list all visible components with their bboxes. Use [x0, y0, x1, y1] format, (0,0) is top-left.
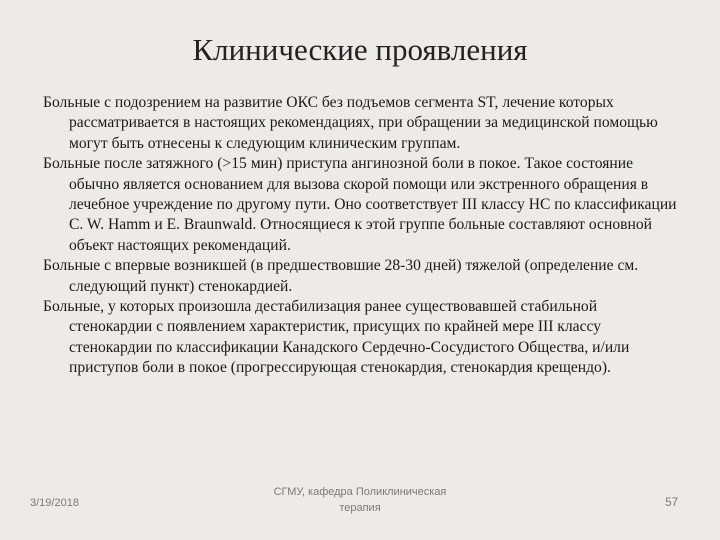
slide-body — [43, 93, 683, 379]
paragraph-group-3: Больные, у которых произошла дестабилизация ранее существовавшей стабильной стенокардии с появлением характеристик, присущих по крайней мере III классу стенокардии по классификации Канадского Сердечно-Сосудистого Общества, и/или приступов боли в покое (прогрессирующая стенокардия, стенокардия крещендо). — [43, 298, 630, 377]
footer-organization-line-2: терапия — [339, 502, 381, 514]
footer-organization-line-1: СГМУ, кафедра Поликлиническая — [273, 486, 447, 498]
slide-title: Клинические проявления — [192, 32, 528, 67]
slide-footer — [0, 480, 720, 540]
paragraph-intro: Больные с подозрением на развитие ОКС без подъемов сегмента ST, лечение которых рассматривается в настоящих рекомендациях, при обращении за медицинской помощью могут быть отнесены к следующим клиническим группам. — [43, 94, 658, 152]
paragraph-group-2: Больные с впервые возникшей (в предшествовшие 28-30 дней) тяжелой (определение см. следующий пункт) стенокардией. — [43, 257, 639, 295]
footer-organization — [260, 484, 460, 516]
paragraph-group-1: Больные после затяжного (>15 мин) приступа ангинозной боли в покое. Такое состояние обычно является основанием для вызова скорой помощи или экстренного обращения в лечебное учреждение по другому пути. Оно соответствует III классу НС по классификации C. W. Hamm и E. Braunwald. Относящиеся к этой группе больные составляют основной объект настоящих рекомендаций. — [43, 155, 677, 254]
footer-date: 3/19/2018 — [30, 497, 79, 509]
page-number: 57 — [665, 497, 678, 509]
